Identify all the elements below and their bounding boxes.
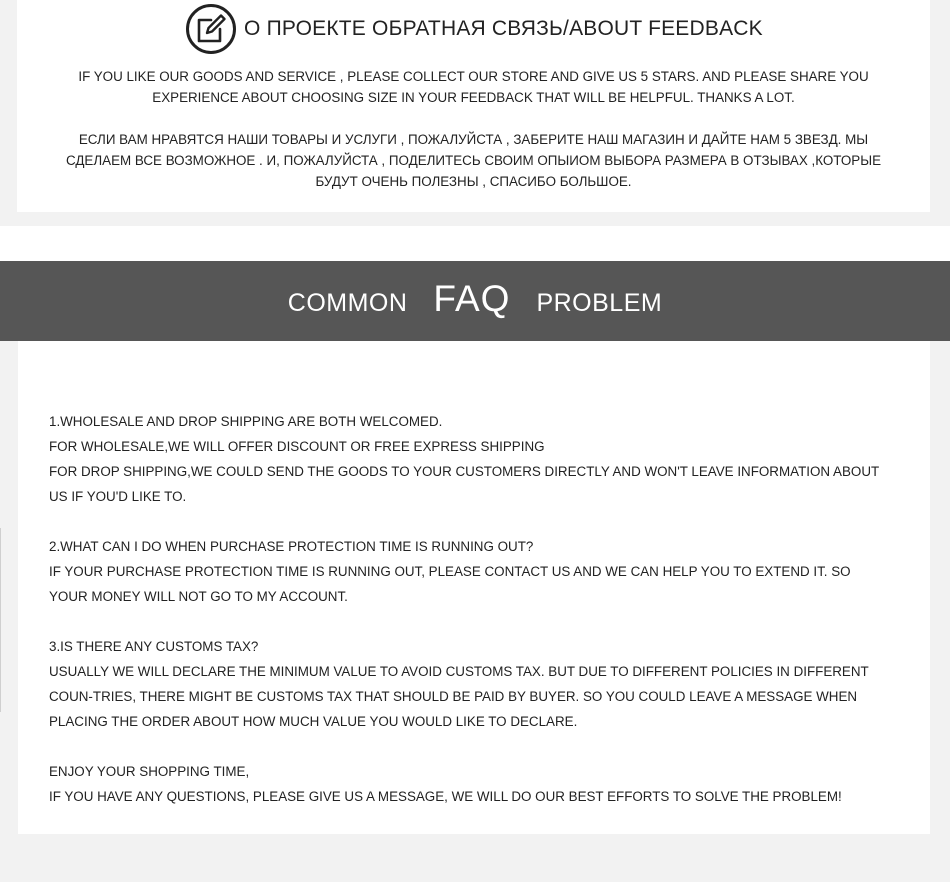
edge-divider xyxy=(0,528,1,712)
faq-heading xyxy=(0,278,950,320)
faq-heading-faq: FAQ xyxy=(433,278,511,319)
faq-item-purchase-protection xyxy=(49,534,889,609)
faq-banner xyxy=(0,261,950,341)
closing-line: IF YOU HAVE ANY QUESTIONS, PLEASE GIVE US A MESSAGE, WE WILL DO OUR BEST EFFORTS TO SOLVE THE PROBLEM! xyxy=(49,789,842,804)
about-feedback-section xyxy=(17,0,930,212)
faq-closing xyxy=(49,759,889,809)
faq-question: 3.IS THERE ANY CUSTOMS TAX? xyxy=(49,639,259,654)
about-header xyxy=(185,3,763,55)
faq-answer: USUALLY WE WILL DECLARE THE MINIMUM VALUE TO AVOID CUSTOMS TAX. BUT DUE TO DIFFERENT POLICIES IN DIFFERENT COUN-TRIES, THERE MIGHT BE CUSTOMS TAX THAT SHOULD BE PAID BY BUYER. SO YOU COULD LEAVE A MESSAGE WHEN PLACING THE ORDER ABOUT HOW MUCH VALUE YOU WOULD LIKE TO DECLARE. xyxy=(49,664,869,729)
about-title: О ПРОЕКТЕ ОБРАТНАЯ СВЯЗЬ/ABOUT FEEDBACK xyxy=(244,17,763,40)
faq-question: 1.WHOLESALE AND DROP SHIPPING ARE BOTH WELCOMED. xyxy=(49,414,443,429)
about-text-english: IF YOU LIKE OUR GOODS AND SERVICE , PLEASE COLLECT OUR STORE AND GIVE US 5 STARS. AND PLEASE SHARE YOU EXPERIENCE ABOUT CHOOSING SIZE IN YOUR FEEDBACK THAT WILL BE HELPFUL. THANKS A LOT. xyxy=(78,69,869,105)
faq-item-wholesale xyxy=(49,409,889,509)
faq-heading-common: COMMON xyxy=(287,289,408,317)
faq-heading-problem: PROBLEM xyxy=(536,289,663,317)
faq-content-section xyxy=(18,341,930,834)
faq-body xyxy=(49,409,889,834)
faq-answer-line: FOR WHOLESALE,WE WILL OFFER DISCOUNT OR FREE EXPRESS SHIPPING xyxy=(49,439,545,454)
faq-item-customs-tax xyxy=(49,634,889,734)
edit-icon xyxy=(185,3,237,55)
section-divider xyxy=(0,226,950,261)
about-text-russian: ЕСЛИ ВАМ НРАВЯТСЯ НАШИ ТОВАРЫ И УСЛУГИ , ПОЖАЛУЙСТА , ЗАБЕРИТЕ НАШ МАГАЗИН И ДАЙТЕ НАМ 5 ЗВЕЗД. МЫ СДЕЛАЕМ ВСЕ ВОЗМОЖНОЕ . И, ПОЖАЛУЙСТА , ПОДЕЛИТЕСЬ СВОИМ ОПЫИОМ ВЫБОРА РАЗМЕРА В ОТЗЫВАХ ,КОТОРЫЕ БУДУТ ОЧЕНЬ ПОЛЕЗНЫ , СПАСИБО БОЛЬШОЕ. xyxy=(65,132,882,189)
closing-line: ENJOY YOUR SHOPPING TIME, xyxy=(49,764,250,779)
faq-answer: IF YOUR PURCHASE PROTECTION TIME IS RUNNING OUT, PLEASE CONTACT US AND WE CAN HELP YOU TO EXTEND IT. SO YOUR MONEY WILL NOT GO TO MY ACCOUNT. xyxy=(49,564,851,604)
faq-question: 2.WHAT CAN I DO WHEN PURCHASE PROTECTION TIME IS RUNNING OUT? xyxy=(49,539,534,554)
faq-answer-line: FOR DROP SHIPPING,WE COULD SEND THE GOODS TO YOUR CUSTOMERS DIRECTLY AND WON'T LEAVE INFORMATION ABOUT US IF YOU'D LIKE TO. xyxy=(49,464,879,504)
